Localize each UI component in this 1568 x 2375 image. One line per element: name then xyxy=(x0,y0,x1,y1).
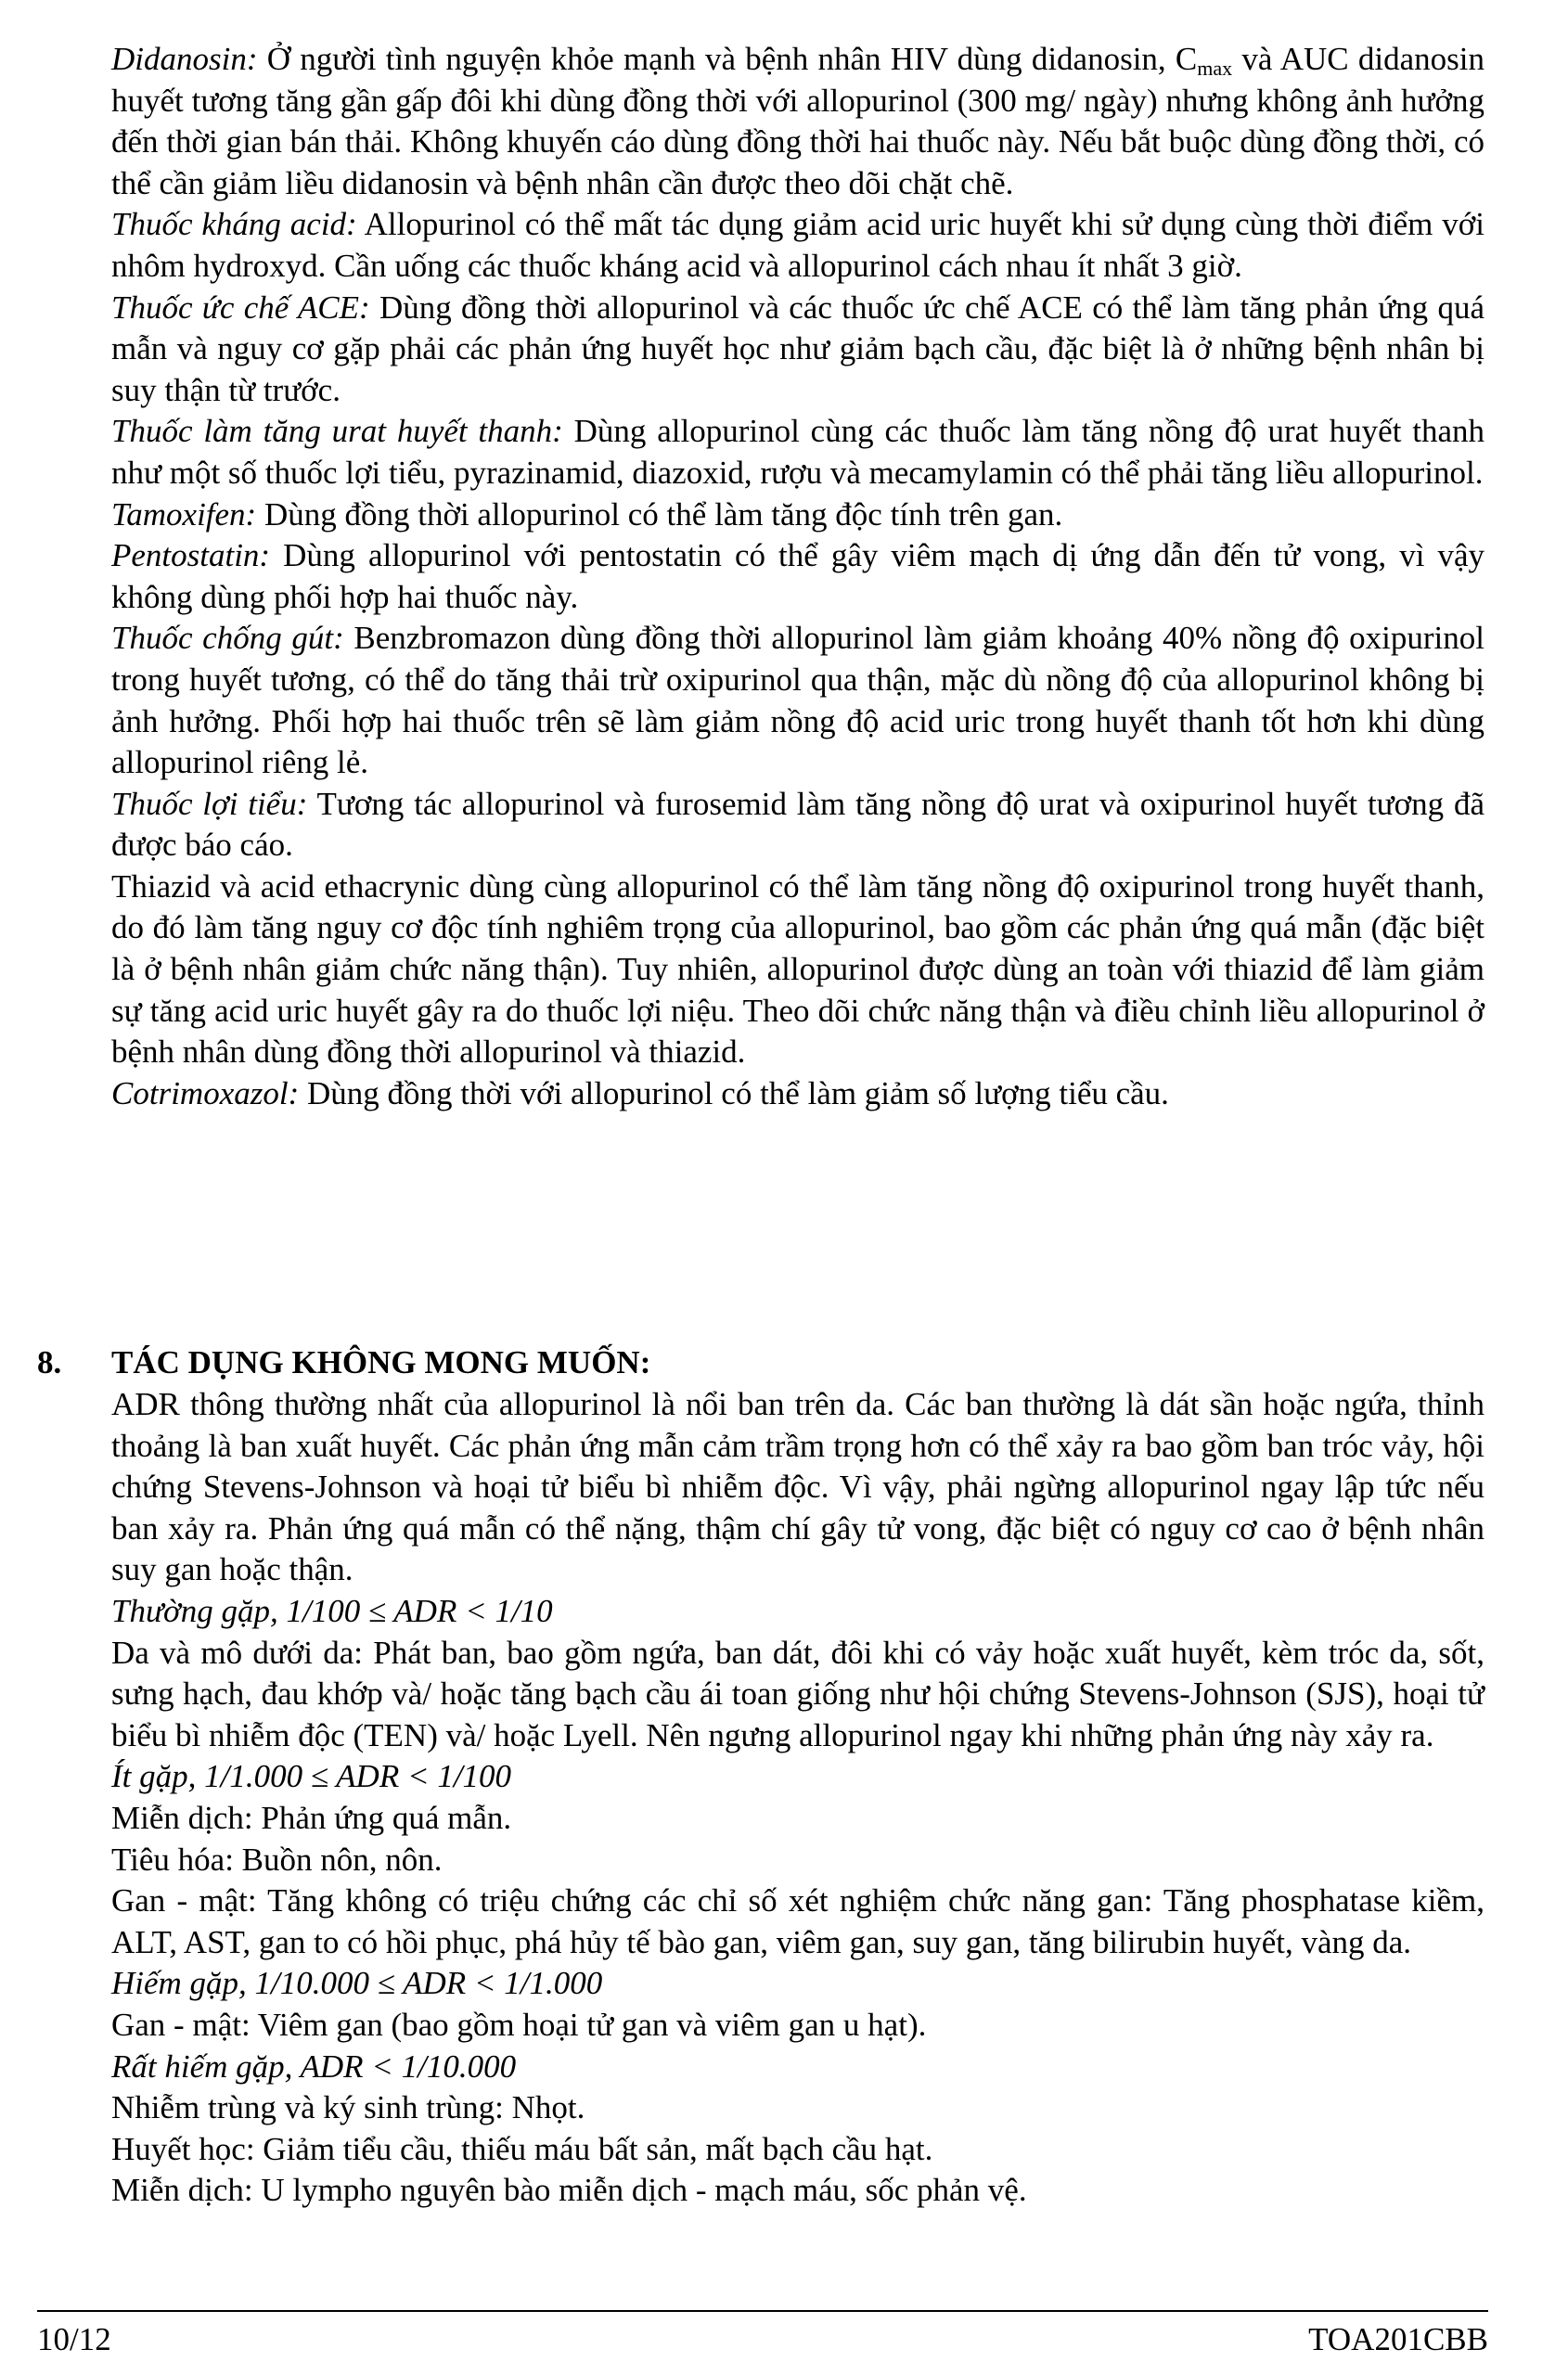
interaction-diuretic xyxy=(111,784,1484,867)
document-code: TOA201CBB xyxy=(1308,2321,1488,2357)
interaction-tamoxifen xyxy=(111,494,1484,536)
adr-item-blood: Huyết học: Giảm tiểu cầu, thiếu máu bất sản, mất bạch cầu hạt. xyxy=(111,2130,933,2167)
adr-item-gi: Tiêu hóa: Buồn nôn, nôn. xyxy=(111,1841,443,1878)
adr-item-liver: Gan - mật: Tăng không có triệu chứng các chỉ số xét nghiệm chức năng gan: Tăng phosphatase kiềm, ALT, AST, gan to có hồi phục, phá hủy tế bào gan, viêm gan, suy gan, tăng bilirubin huyết, vàng da. xyxy=(111,1882,1484,1960)
interaction-text: Allopurinol có thể mất tác dụng giảm acid uric huyết khi sử dụng cùng thời điểm với nhôm hydroxyd. Cần uống các thuốc kháng acid và allopurinol cách nhau ít nhất 3 giờ. xyxy=(111,206,1485,284)
footer-divider xyxy=(37,2310,1488,2312)
interaction-ace-inhibitor xyxy=(111,288,1484,412)
drug-name: Didanosin: xyxy=(111,41,258,77)
drug-name: Thuốc chống gút: xyxy=(111,620,344,657)
section-title: TÁC DỤNG KHÔNG MONG MUỐN: xyxy=(111,1344,651,1380)
adr-item-infection: Nhiễm trùng và ký sinh trùng: Nhọt. xyxy=(111,2089,585,2126)
drug-name: Thuốc kháng acid: xyxy=(111,206,357,243)
interaction-antacid xyxy=(111,204,1484,287)
adverse-effects-section xyxy=(111,1384,1484,2212)
interaction-antigout xyxy=(111,618,1484,783)
drug-name: Cotrimoxazol: xyxy=(111,1074,300,1111)
frequency-heading-common: Thường gặp, 1/100 ≤ ADR < 1/10 xyxy=(111,1592,553,1629)
interaction-text: Dùng đồng thời với allopurinol có thể làm giảm số lượng tiểu cầu. xyxy=(299,1074,1169,1111)
interaction-text: Dùng đồng thời allopurinol có thể làm tăng độc tính trên gan. xyxy=(256,495,1063,533)
adr-intro: ADR thông thường nhất của allopurinol là nổi ban trên da. Các ban thường là dát sần hoặc ngứa, thỉnh thoảng là ban xuất huyết. Các phản ứng mẫn cảm trầm trọng hơn có thể xảy ra bao gồm ban tróc vảy, hội chứng Stevens-Johnson và hoại tử biểu bì nhiễm độc. Vì vậy, phải ngừng allopurinol ngay lập tức nếu ban xảy ra. Phản ứng quá mẫn có thể nặng, thậm chí gây tử vong, đặc biệt có nguy cơ cao ở bệnh nhân suy gan hoặc thận. xyxy=(111,1386,1484,1588)
adr-item-immune-very-rare: Miễn dịch: U lympho nguyên bào miễn dịch - mạch máu, sốc phản vệ. xyxy=(111,2172,1027,2209)
interaction-thiazide: Thiazid và acid ethacrynic dùng cùng allopurinol có thể làm tăng nồng độ oxipurinol trong huyết thanh, do đó làm tăng nguy cơ độc tính nghiêm trọng của allopurinol, bao gồm các phản ứng quá mẫn (đặc biệt là ở bệnh nhân giảm chức năng thận). Tuy nhiên, allopurinol được dùng an toàn với thiazid để làm giảm sự tăng acid uric huyết gây ra do thuốc lợi niệu. Theo dõi chức năng thận và điều chỉnh liều allopurinol ở bệnh nhân dùng đồng thời allopurinol và thiazid. xyxy=(111,867,1484,1071)
interaction-text: Dùng allopurinol cùng các thuốc làm tăng nồng độ urat huyết thanh như một số thuốc lợi tiểu, pyrazinamid, diazoxid, rượu và mecamylamin có thể phải tăng liều allopurinol. xyxy=(111,413,1484,491)
subscript: max xyxy=(1197,57,1233,80)
interaction-text: Tương tác allopurinol và furosemid làm tăng nồng độ urat và oxipurinol huyết tương đã được báo cáo. xyxy=(111,785,1484,864)
drug-name: Pentostatin: xyxy=(111,537,271,574)
page-number: 10/12 xyxy=(37,2321,111,2357)
interaction-text: và AUC didanosin huyết tương tăng gần gấp đôi khi dùng đồng thời với allopurinol (300 mg/ ngày) nhưng không ảnh hưởng đến thời gian bán thải. Không khuyến cáo dùng đồng thời hai thuốc này. Nếu bắt buộc dùng đồng thời, có thể cần giảm liều didanosin và bệnh nhân cần được theo dõi chặt chẽ. xyxy=(111,41,1484,201)
interaction-text: Dùng allopurinol với pentostatin có thể gây viêm mạch dị ứng dẫn đến tử vong, vì vậy không dùng phối hợp hai thuốc này. xyxy=(111,537,1484,615)
frequency-heading-rare: Hiếm gặp, 1/10.000 ≤ ADR < 1/1.000 xyxy=(111,1965,603,2002)
interaction-cotrimoxazol xyxy=(111,1073,1484,1115)
interaction-didanosin xyxy=(111,39,1484,204)
adr-item-liver-rare: Gan - mật: Viêm gan (bao gồm hoại tử gan và viêm gan u hạt). xyxy=(111,2006,927,2043)
drug-name: Thuốc lợi tiểu: xyxy=(111,785,308,822)
adr-item-skin: Da và mô dưới da: Phát ban, bao gồm ngứa, ban dát, đôi khi có vảy hoặc xuất huyết, kèm tróc da, sốt, sưng hạch, đau khớp và/ hoặc tăng bạch cầu ái toan giống như hội chứng Stevens-Johnson (SJS), hoại tử biểu bì nhiễm độc (TEN) và/ hoặc Lyell. Nên ngưng allopurinol ngay khi những phản ứng này xảy ra. xyxy=(111,1634,1484,1753)
adr-item-immune: Miễn dịch: Phản ứng quá mẫn. xyxy=(111,1799,512,1836)
drug-name: Thuốc ức chế ACE: xyxy=(111,289,370,326)
interaction-pentostatin xyxy=(111,535,1484,618)
section-number: 8. xyxy=(37,1344,62,1380)
interaction-urate xyxy=(111,411,1484,494)
interaction-text: Benzbromazon dùng đồng thời allopurinol làm giảm khoảng 40% nồng độ oxipurinol trong huyết tương, có thể do tăng thải trừ oxipurinol qua thận, mặc dù nồng độ của allopurinol không bị ảnh hưởng. Phối hợp hai thuốc trên sẽ làm giảm nồng độ acid uric trong huyết thanh tốt hơn khi dùng allopurinol riêng lẻ. xyxy=(111,620,1484,781)
frequency-heading-uncommon: Ít gặp, 1/1.000 ≤ ADR < 1/100 xyxy=(111,1758,512,1795)
interaction-text: Dùng đồng thời allopurinol và các thuốc ức chế ACE có thể làm tăng phản ứng quá mẫn và nguy cơ gặp phải các phản ứng huyết học như giảm bạch cầu, đặc biệt là ở những bệnh nhân bị suy thận từ trước. xyxy=(111,289,1484,408)
frequency-heading-very-rare: Rất hiếm gặp, ADR < 1/10.000 xyxy=(111,2048,517,2085)
drug-name: Thuốc làm tăng urat huyết thanh: xyxy=(111,413,563,450)
interaction-text: Ở người tình nguyện khỏe mạnh và bệnh nhân HIV dùng didanosin, C xyxy=(257,41,1198,77)
interactions-section xyxy=(111,39,1484,1114)
drug-name: Tamoxifen: xyxy=(111,495,257,533)
